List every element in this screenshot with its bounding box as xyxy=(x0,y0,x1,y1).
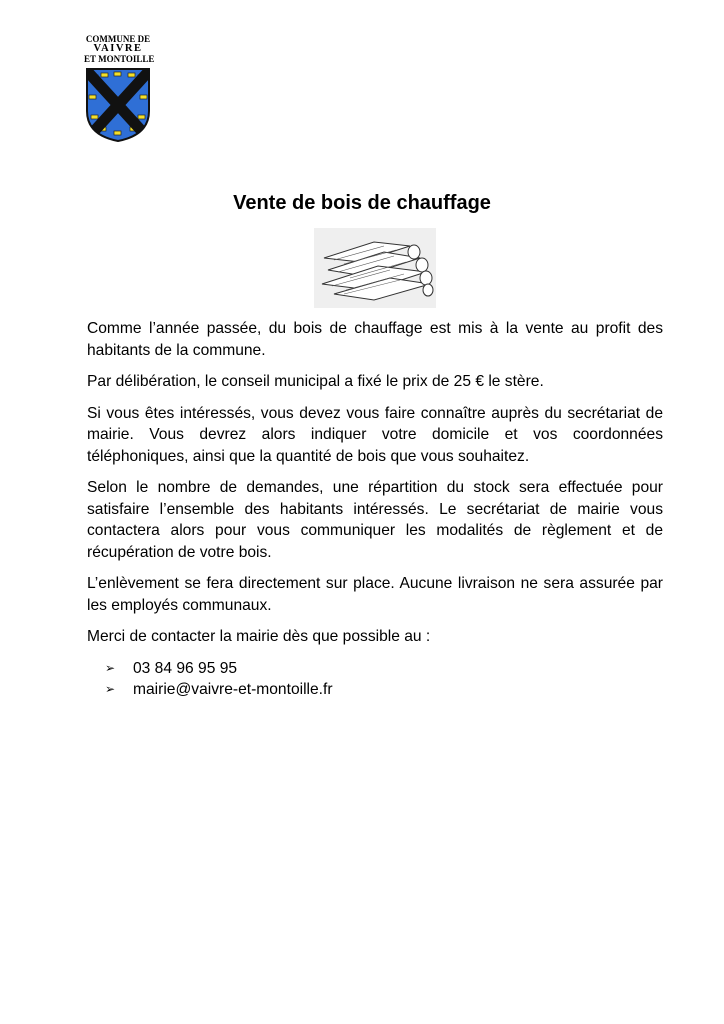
contact-phone-item xyxy=(105,658,663,680)
page-title: Vente de bois de chauffage xyxy=(233,192,491,214)
paragraph: Merci de contacter la mairie dès que possible au : xyxy=(87,628,431,645)
paragraph: Selon le nombre de demandes, une répartition du stock sera effectuée pour satisfaire l’ensemble des habitants intéressés. Le secrétariat de mairie vous contactera alors pour vous communiquer les modalités de règlement et de récupération de votre bois. xyxy=(87,479,663,561)
coat-of-arms-icon xyxy=(85,67,151,143)
logo-line-2: VAIVRE xyxy=(93,43,143,54)
paragraph: Si vous êtes intéressés, vous devez vous faire connaître auprès du secrétariat de mairie. Vous devrez alors indiquer votre domicile et vos coordonnées téléphoniques, ainsi que la quantité de bois que vous souhaitez. xyxy=(87,404,663,465)
paragraph: L’enlèvement se fera directement sur place. Aucune livraison ne sera assurée par les employés communaux. xyxy=(87,575,663,614)
arrow-bullet-icon: ➢ xyxy=(105,660,116,675)
arrow-bullet-icon: ➢ xyxy=(105,682,116,696)
contact-email-item xyxy=(105,679,663,701)
contact-phone: 03 84 96 95 95 xyxy=(133,659,238,677)
logo-line-3: ET MONTOILLE xyxy=(84,54,155,64)
contact-list xyxy=(87,658,663,701)
logo-line-1: COMMUNE DE xyxy=(85,34,151,44)
paragraph: Par délibération, le conseil municipal a fixé le prix de 25 € le stère. xyxy=(87,373,544,390)
contact-email: mairie@vaivre-et-montoille.fr xyxy=(133,681,333,698)
paragraph: Comme l’année passée, du bois de chauffage est mis à la vente au profit des habitants de la commune. xyxy=(87,320,663,359)
woodpile-icon xyxy=(314,228,436,308)
document-body xyxy=(87,318,663,701)
commune-logo xyxy=(84,34,155,143)
